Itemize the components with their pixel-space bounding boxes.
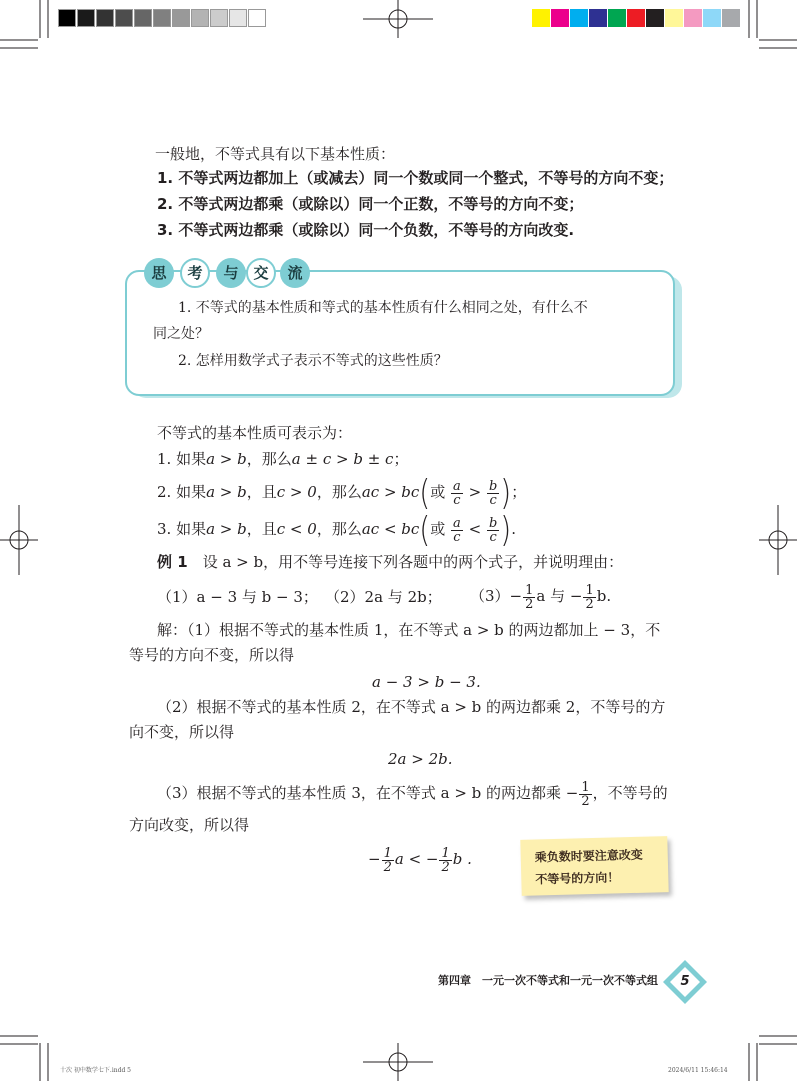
property-2-text: 2. 不等式两边都乘（或除以）同一个正数，不等号的方向不变； — [157, 195, 584, 213]
chapter-footer: 第四章 一元一次不等式和一元一次不等式组 — [438, 974, 658, 987]
property-3-text: 3. 不等式两边都乘（或除以）同一个负数，不等号的方向改变. — [157, 221, 575, 239]
prop-symbol-1: 1. 如果a > b，那么a ± c > b ± c； — [157, 450, 409, 468]
example-item-1: （1）a − 3 与 b − 3； — [157, 588, 318, 606]
think-question-1a: 1. 不等式的基本性质和等式的基本性质有什么相同之处，有什么不 — [178, 300, 588, 316]
think-title-char-2: 考 — [180, 258, 210, 288]
tip-note — [520, 836, 668, 896]
think-question-1b: 同之处？ — [153, 326, 209, 342]
solution-2a: （2）根据不等式的基本性质 2，在不等式 a > b 的两边都乘 2，不等号的方 — [157, 698, 666, 716]
example-item-2: （2）2a 与 2b； — [325, 588, 442, 606]
think-title-char-3: 与 — [216, 258, 246, 288]
example-1-statement: 例 1 设 a > b，用不等号连接下列各题中的两个式子，并说明理由： — [157, 553, 624, 571]
solution-3a: （3）根据不等式的基本性质 3，在不等式 a > b 的两边都乘 − $\frac{1}{2}$ ，不等号的 — [157, 779, 668, 809]
prop-symbol-2: 2. 如果a > b，且c > 0，那么ac > bc(或 $\frac{a}{c}$ > $\frac{b}{c}$ )； — [157, 471, 527, 513]
file-info: 十次 初中数学七下.indd 5 — [60, 1067, 132, 1074]
property-1-text: 1. 不等式两边都加上（或减去）同一个数或同一个整式，不等号的方向不变； — [157, 169, 674, 187]
think-title-char-5: 流 — [280, 258, 310, 288]
example-item-3: （3）− $\frac{1}{2}$ a 与 − $\frac{1}{2}$ b. — [470, 582, 612, 612]
solution-2-equation: 2a > 2b. — [388, 750, 453, 768]
tip-note-line-2: 不等号的方向！ — [535, 870, 620, 887]
prop-symbol-3: 3. 如果a > b，且c < 0，那么ac < bc(或 $\frac{a}{c}$ < $\frac{b}{c}$ ). — [157, 508, 516, 550]
solution-1b: 等号的方向不变，所以得 — [129, 646, 295, 664]
props-heading: 不等式的基本性质可表示为： — [157, 424, 353, 442]
solution-1a: 解：（1）根据不等式的基本性质 1，在不等式 a > b 的两边都加上 − 3，不 — [157, 621, 661, 639]
think-title-char-1: 思 — [144, 258, 174, 288]
page-number: 5 — [680, 974, 690, 989]
tip-note-line-1: 乘负数时要注意改变 — [534, 847, 643, 865]
think-question-2: 2. 怎样用数学式子表示不等式的这些性质？ — [178, 353, 448, 369]
print-timestamp: 2024/6/11 15:46:14 — [668, 1067, 728, 1074]
solution-1-equation: a − 3 > b − 3. — [372, 673, 481, 691]
think-title-char-4: 交 — [246, 258, 276, 288]
solution-3-equation: − $\frac{1}{2}$ a < − $\frac{1}{2}$ b . — [368, 845, 472, 875]
solution-2b: 向不变，所以得 — [129, 723, 235, 741]
intro-text: 一般地，不等式具有以下基本性质： — [155, 145, 396, 163]
solution-3b: 方向改变，所以得 — [129, 816, 250, 834]
